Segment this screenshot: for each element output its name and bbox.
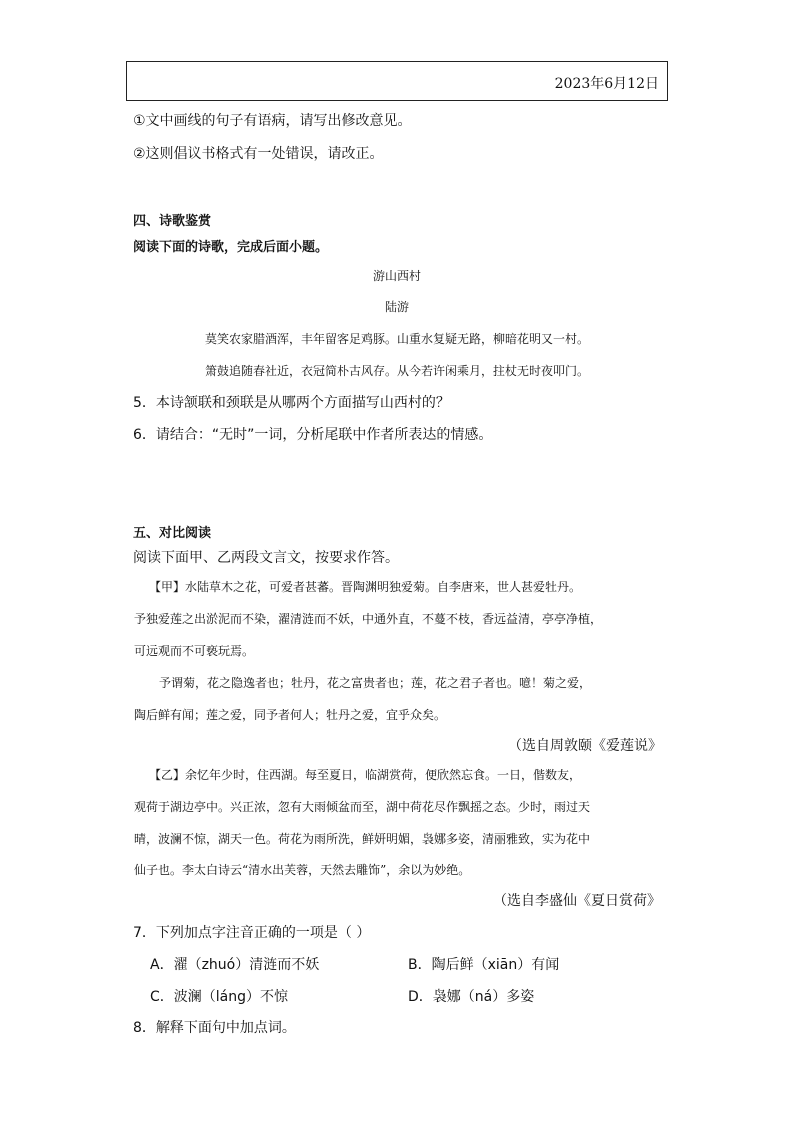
jia-line-1: 【甲】水陆草木之花，可爱者甚蕃。晋陶渊明独爱菊。自李唐来，世人甚爱牡丹。 xyxy=(149,580,582,594)
jia-line-3: 可远观而不可亵玩焉。 xyxy=(134,644,255,658)
question-5: 5．本诗颔联和颈联是从哪两个方面描写山西村的？ xyxy=(133,395,450,411)
question-2: ②这则倡议书格式有一处错误，请改正。 xyxy=(133,146,384,162)
section4-heading: 四、诗歌鉴赏 xyxy=(133,214,212,229)
option-c: C．波澜（láng）不惊 xyxy=(150,989,289,1005)
yi-line-3: 晴，波澜不惊，湖天一色。荷花为雨所洗，鲜妍明媚，袅娜多姿，清丽雅致，实为花中 xyxy=(134,832,591,846)
question-1: ①文中画线的句子有语病，请写出修改意见。 xyxy=(133,113,412,129)
poem-line-1: 莫笑农家腊酒浑，丰年留客足鸡豚。山重水复疑无路，柳暗花明又一村。 xyxy=(204,332,589,346)
jia-line-2: 予独爱莲之出淤泥而不染，濯清涟而不妖，中通外直，不蔓不枝，香远益清，亭亭净植， xyxy=(134,612,603,626)
date-box xyxy=(126,61,668,101)
section5-instruction: 阅读下面甲、乙两段文言文，按要求作答。 xyxy=(133,550,399,566)
question-6: 6．请结合：“无时”一词，分析尾联中作者所表达的情感。 xyxy=(133,427,493,443)
option-d: D．袅娜（ná）多姿 xyxy=(408,989,535,1005)
yi-source: （选自李盛仙《夏日赏荷》 xyxy=(493,893,661,909)
question-8: 8．解释下面句中加点词。 xyxy=(133,1020,296,1036)
poem-title: 游山西村 xyxy=(372,269,421,283)
yi-line-4: 仙子也。李太白诗云“清水出芙蓉，天然去雕饰”，余以为妙绝。 xyxy=(134,863,471,877)
date-text: 2023年6月12日 xyxy=(554,76,659,92)
jia2-line-1: 予谓菊，花之隐逸者也；牡丹，花之富贵者也；莲，花之君子者也。噫！菊之爱， xyxy=(159,676,592,690)
jia2-line-2: 陶后鲜有闻；莲之爱，同予者何人；牡丹之爱，宜乎众矣。 xyxy=(134,708,447,722)
jia-source: （选自周敦颐《爱莲说》 xyxy=(508,738,662,754)
yi-line-1: 【乙】余忆年少时，住西湖。每至夏日，临湖赏荷，便欣然忘食。一日，偕数友， xyxy=(149,768,582,782)
question-7: 7．下列加点字注音正确的一项是（ ） xyxy=(133,925,371,941)
option-a: A．濯（zhuó）清涟而不妖 xyxy=(150,957,320,973)
poem-line-2: 箫鼓追随春社近，衣冠简朴古风存。从今若许闲乘月，拄杖无时夜叩门。 xyxy=(204,364,589,378)
section4-instruction: 阅读下面的诗歌，完成后面小题。 xyxy=(133,240,329,255)
option-b: B．陶后鲜（xiān）有闻 xyxy=(408,957,560,973)
yi-line-2: 观荷于湖边亭中。兴正浓，忽有大雨倾盆而至，湖中荷花尽作飘摇之态。少时，雨过天 xyxy=(134,800,591,814)
poem-author: 陆游 xyxy=(384,300,409,314)
section5-heading: 五、对比阅读 xyxy=(133,526,212,541)
